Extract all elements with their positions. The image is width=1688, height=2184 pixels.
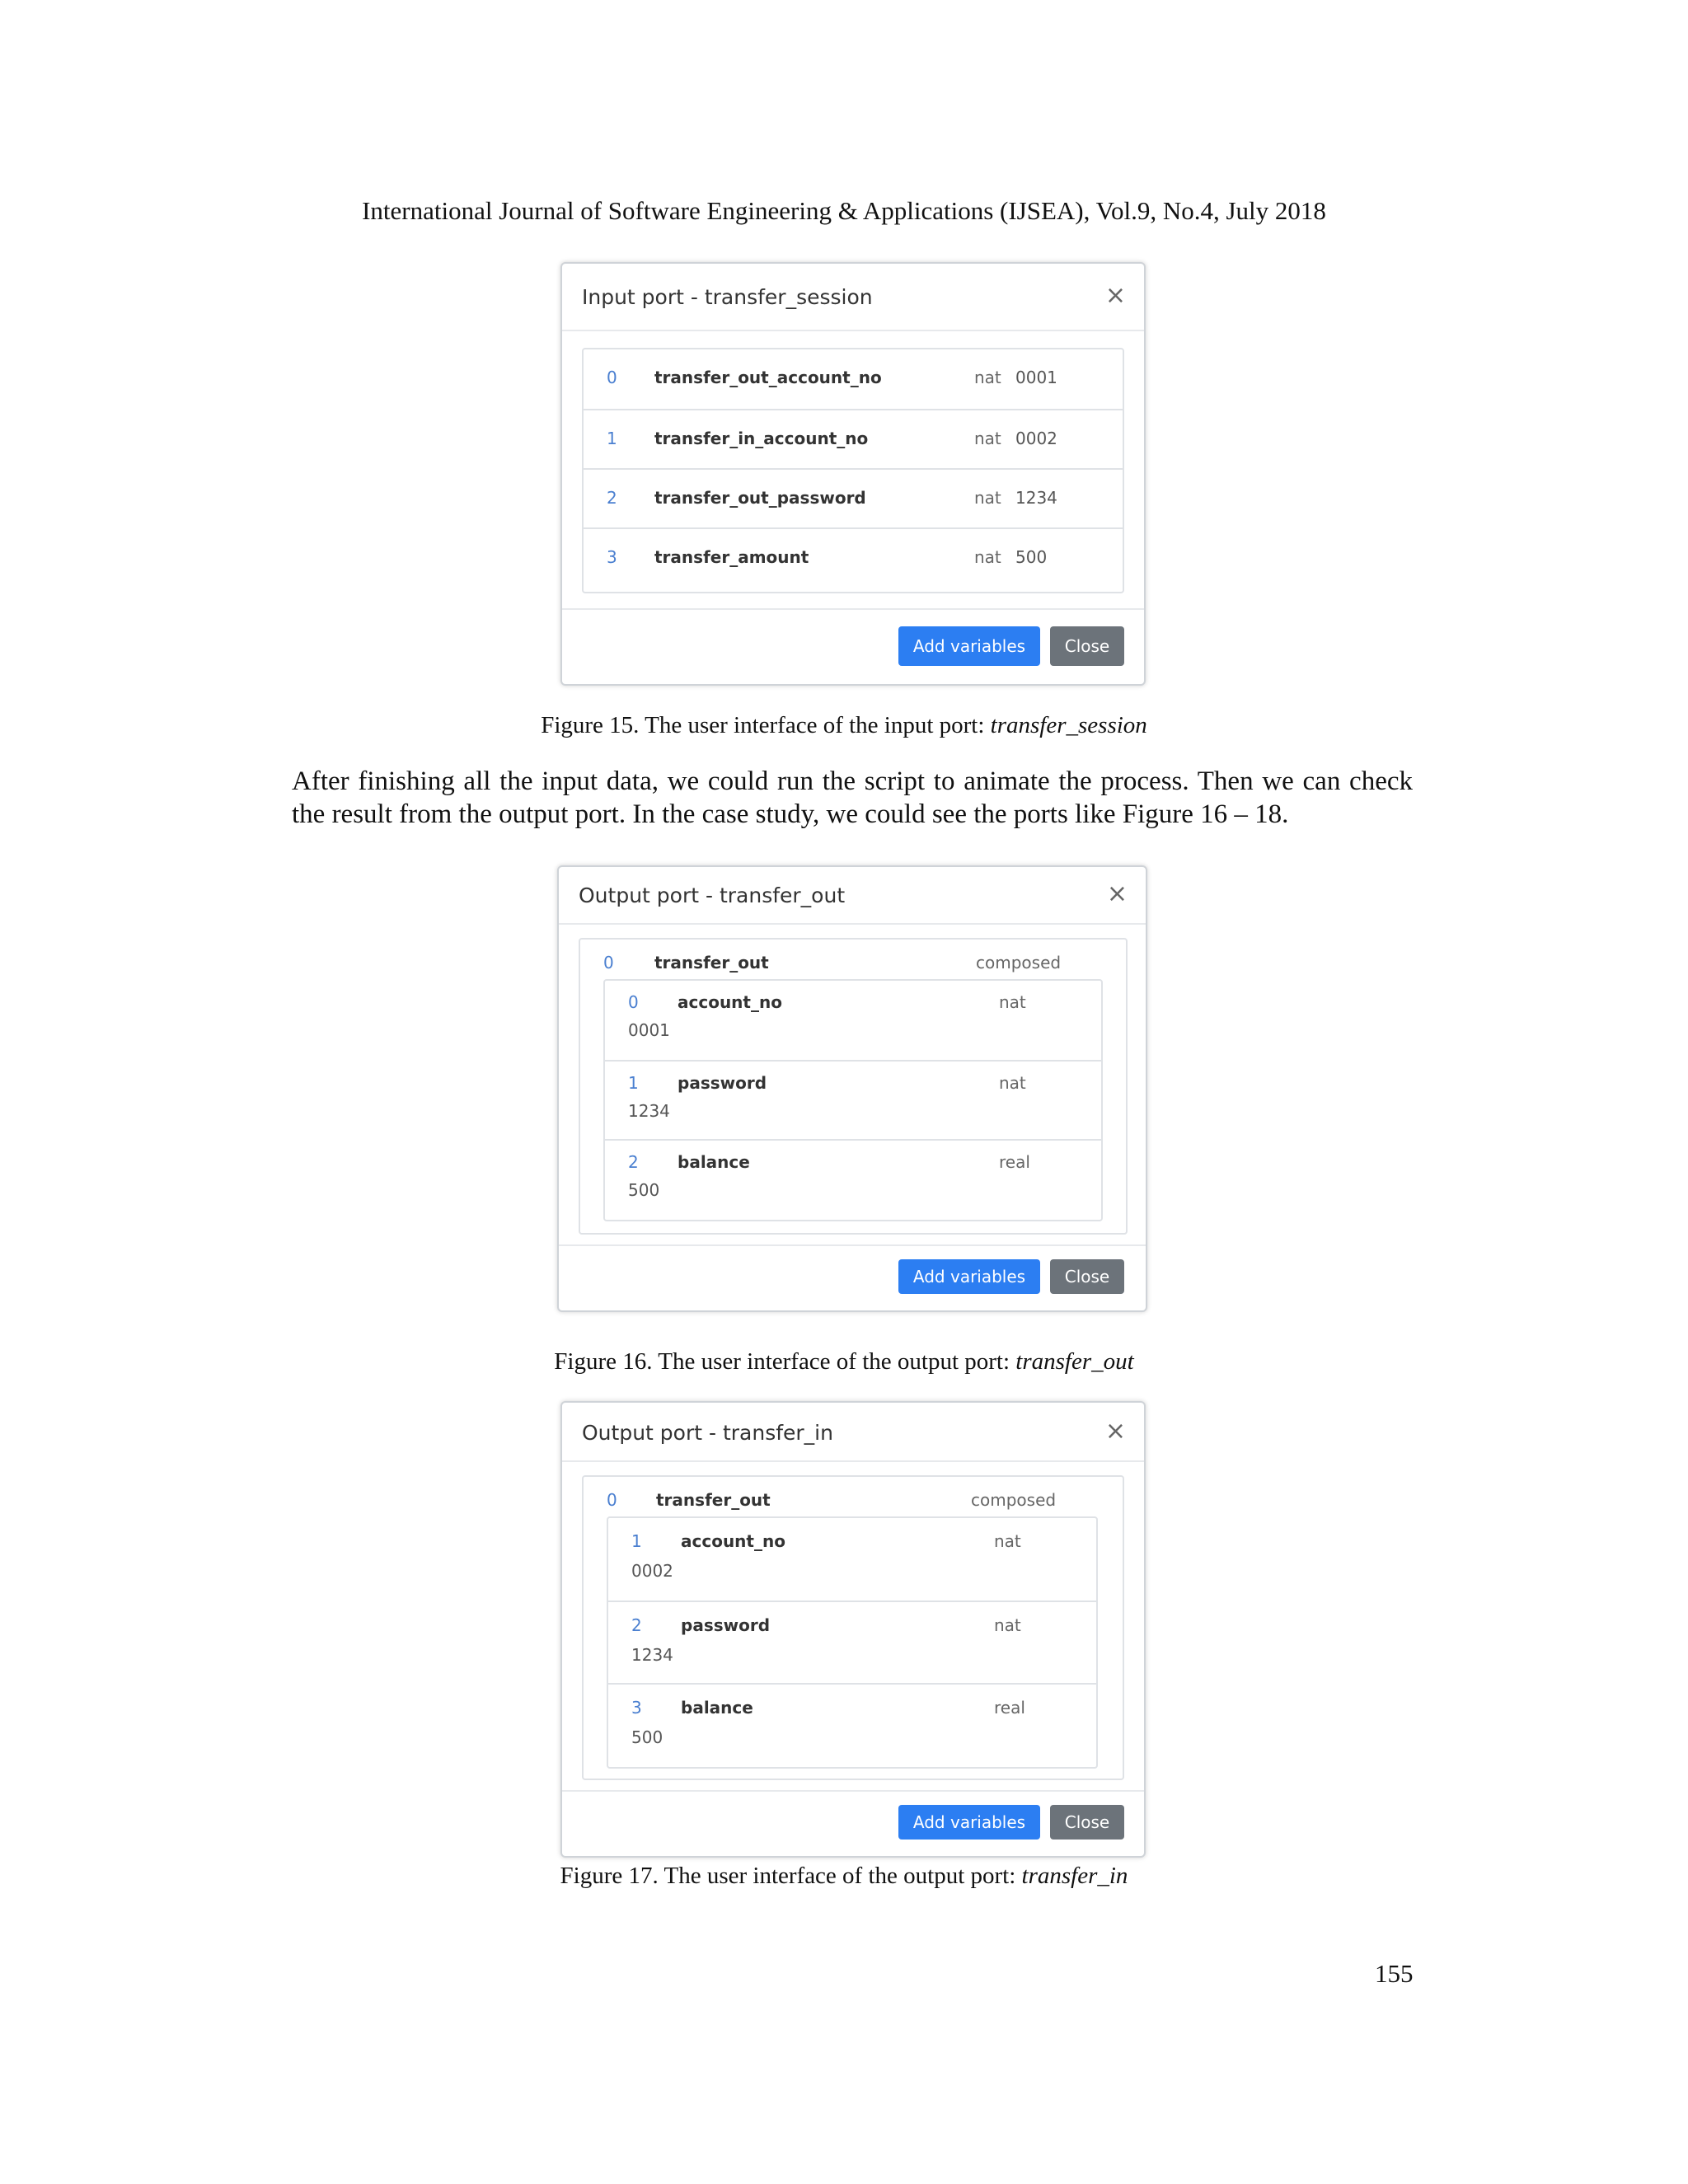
variable-name: transfer_amount <box>654 547 809 567</box>
nested-variable-list <box>607 1516 1098 1769</box>
variable-type: nat <box>974 368 1001 387</box>
close-button[interactable]: Close <box>1050 1805 1124 1840</box>
figure-17-caption: Figure 17. The user interface of the output port: transfer_in <box>560 1863 1128 1889</box>
modal-title: Output port - transfer_out <box>579 883 846 907</box>
body-paragraph: After finishing all the input data, we could run the script to animate the process. Then we can check the result from the output port. In the case study, we could see the ports like Figure 16 – 18. <box>292 766 1413 829</box>
row-index: 2 <box>628 1152 639 1172</box>
modal-footer <box>562 1790 1144 1856</box>
variable-type: nat <box>999 992 1026 1012</box>
output-port-modal <box>560 1401 1146 1858</box>
variable-name: balance <box>678 1152 750 1172</box>
variable-name: transfer_in_account_no <box>654 429 869 448</box>
variable-type: nat <box>994 1615 1021 1635</box>
row-index: 2 <box>631 1615 642 1635</box>
figure-15-caption: Figure 15. The user interface of the input port: transfer_session <box>541 712 1147 738</box>
variable-value: 0002 <box>631 1561 673 1581</box>
variable-row <box>608 1601 1096 1685</box>
variable-row <box>584 527 1123 590</box>
modal-footer <box>562 608 1144 684</box>
composed-row <box>580 940 1126 1233</box>
variable-value: 0001 <box>1015 368 1057 387</box>
row-index: 3 <box>631 1698 642 1718</box>
add-variables-button[interactable]: Add variables <box>898 1805 1040 1840</box>
variable-row <box>584 349 1123 409</box>
close-button[interactable]: Close <box>1050 626 1124 666</box>
output-port-modal <box>557 865 1147 1312</box>
close-button[interactable]: Close <box>1050 1259 1124 1294</box>
variable-type: composed <box>976 953 1062 972</box>
input-port-modal <box>560 262 1146 686</box>
modal-title: Output port - transfer_in <box>582 1421 833 1445</box>
variable-row <box>605 1060 1101 1141</box>
variable-name: account_no <box>678 992 782 1012</box>
variable-value: 500 <box>1015 547 1048 567</box>
variable-name: balance <box>681 1698 753 1718</box>
variable-list <box>582 348 1124 593</box>
close-icon[interactable]: × <box>1104 281 1126 310</box>
variable-value: 500 <box>628 1180 660 1200</box>
nested-variable-list <box>603 979 1103 1221</box>
variable-value: 500 <box>631 1727 663 1747</box>
row-index: 1 <box>607 429 617 448</box>
variable-type: composed <box>971 1490 1057 1510</box>
variable-type: nat <box>999 1073 1026 1093</box>
variable-list <box>579 938 1128 1235</box>
variable-type: nat <box>974 547 1001 567</box>
variable-value: 1234 <box>631 1645 673 1665</box>
variable-name: transfer_out <box>654 953 769 972</box>
variable-name: transfer_out_account_no <box>654 368 882 387</box>
row-index: 2 <box>607 488 617 508</box>
add-variables-button[interactable]: Add variables <box>898 1259 1040 1294</box>
variable-type: nat <box>994 1531 1021 1551</box>
variable-name: password <box>681 1615 771 1635</box>
page-number: 155 <box>1375 1959 1414 1988</box>
variable-type: nat <box>974 488 1001 508</box>
variable-name: password <box>678 1073 767 1093</box>
journal-header: International Journal of Software Engineering & Applications (IJSEA), Vol.9, No.4, July 2018 <box>362 196 1326 225</box>
row-index: 1 <box>628 1073 639 1093</box>
row-index: 0 <box>603 953 614 972</box>
variable-value: 0002 <box>1015 429 1057 448</box>
variable-type: real <box>994 1698 1025 1718</box>
close-icon[interactable]: × <box>1106 879 1128 908</box>
variable-row <box>584 409 1123 470</box>
row-index: 0 <box>628 992 639 1012</box>
composed-row <box>584 1477 1123 1779</box>
row-index: 0 <box>607 368 617 387</box>
variable-name: transfer_out_password <box>654 488 866 508</box>
variable-list <box>582 1475 1124 1780</box>
variable-value: 0001 <box>628 1020 670 1040</box>
variable-type: real <box>999 1152 1030 1172</box>
modal-header <box>559 867 1146 925</box>
variable-value: 1234 <box>628 1101 670 1121</box>
variable-row <box>608 1683 1096 1767</box>
variable-row <box>608 1518 1096 1601</box>
variable-name: account_no <box>681 1531 785 1551</box>
modal-footer <box>559 1244 1146 1310</box>
modal-header <box>562 1403 1144 1462</box>
close-icon[interactable]: × <box>1104 1417 1126 1446</box>
variable-row <box>584 468 1123 529</box>
variable-value: 1234 <box>1015 488 1057 508</box>
variable-type: nat <box>974 429 1001 448</box>
variable-row <box>605 981 1101 1060</box>
row-index: 0 <box>607 1490 617 1510</box>
add-variables-button[interactable]: Add variables <box>898 626 1040 666</box>
figure-16-caption: Figure 16. The user interface of the output port: transfer_out <box>554 1348 1134 1375</box>
row-index: 1 <box>631 1531 642 1551</box>
modal-header <box>562 264 1144 331</box>
row-index: 3 <box>607 547 617 567</box>
modal-title: Input port - transfer_session <box>582 285 873 309</box>
variable-row <box>605 1139 1101 1220</box>
variable-name: transfer_out <box>656 1490 771 1510</box>
